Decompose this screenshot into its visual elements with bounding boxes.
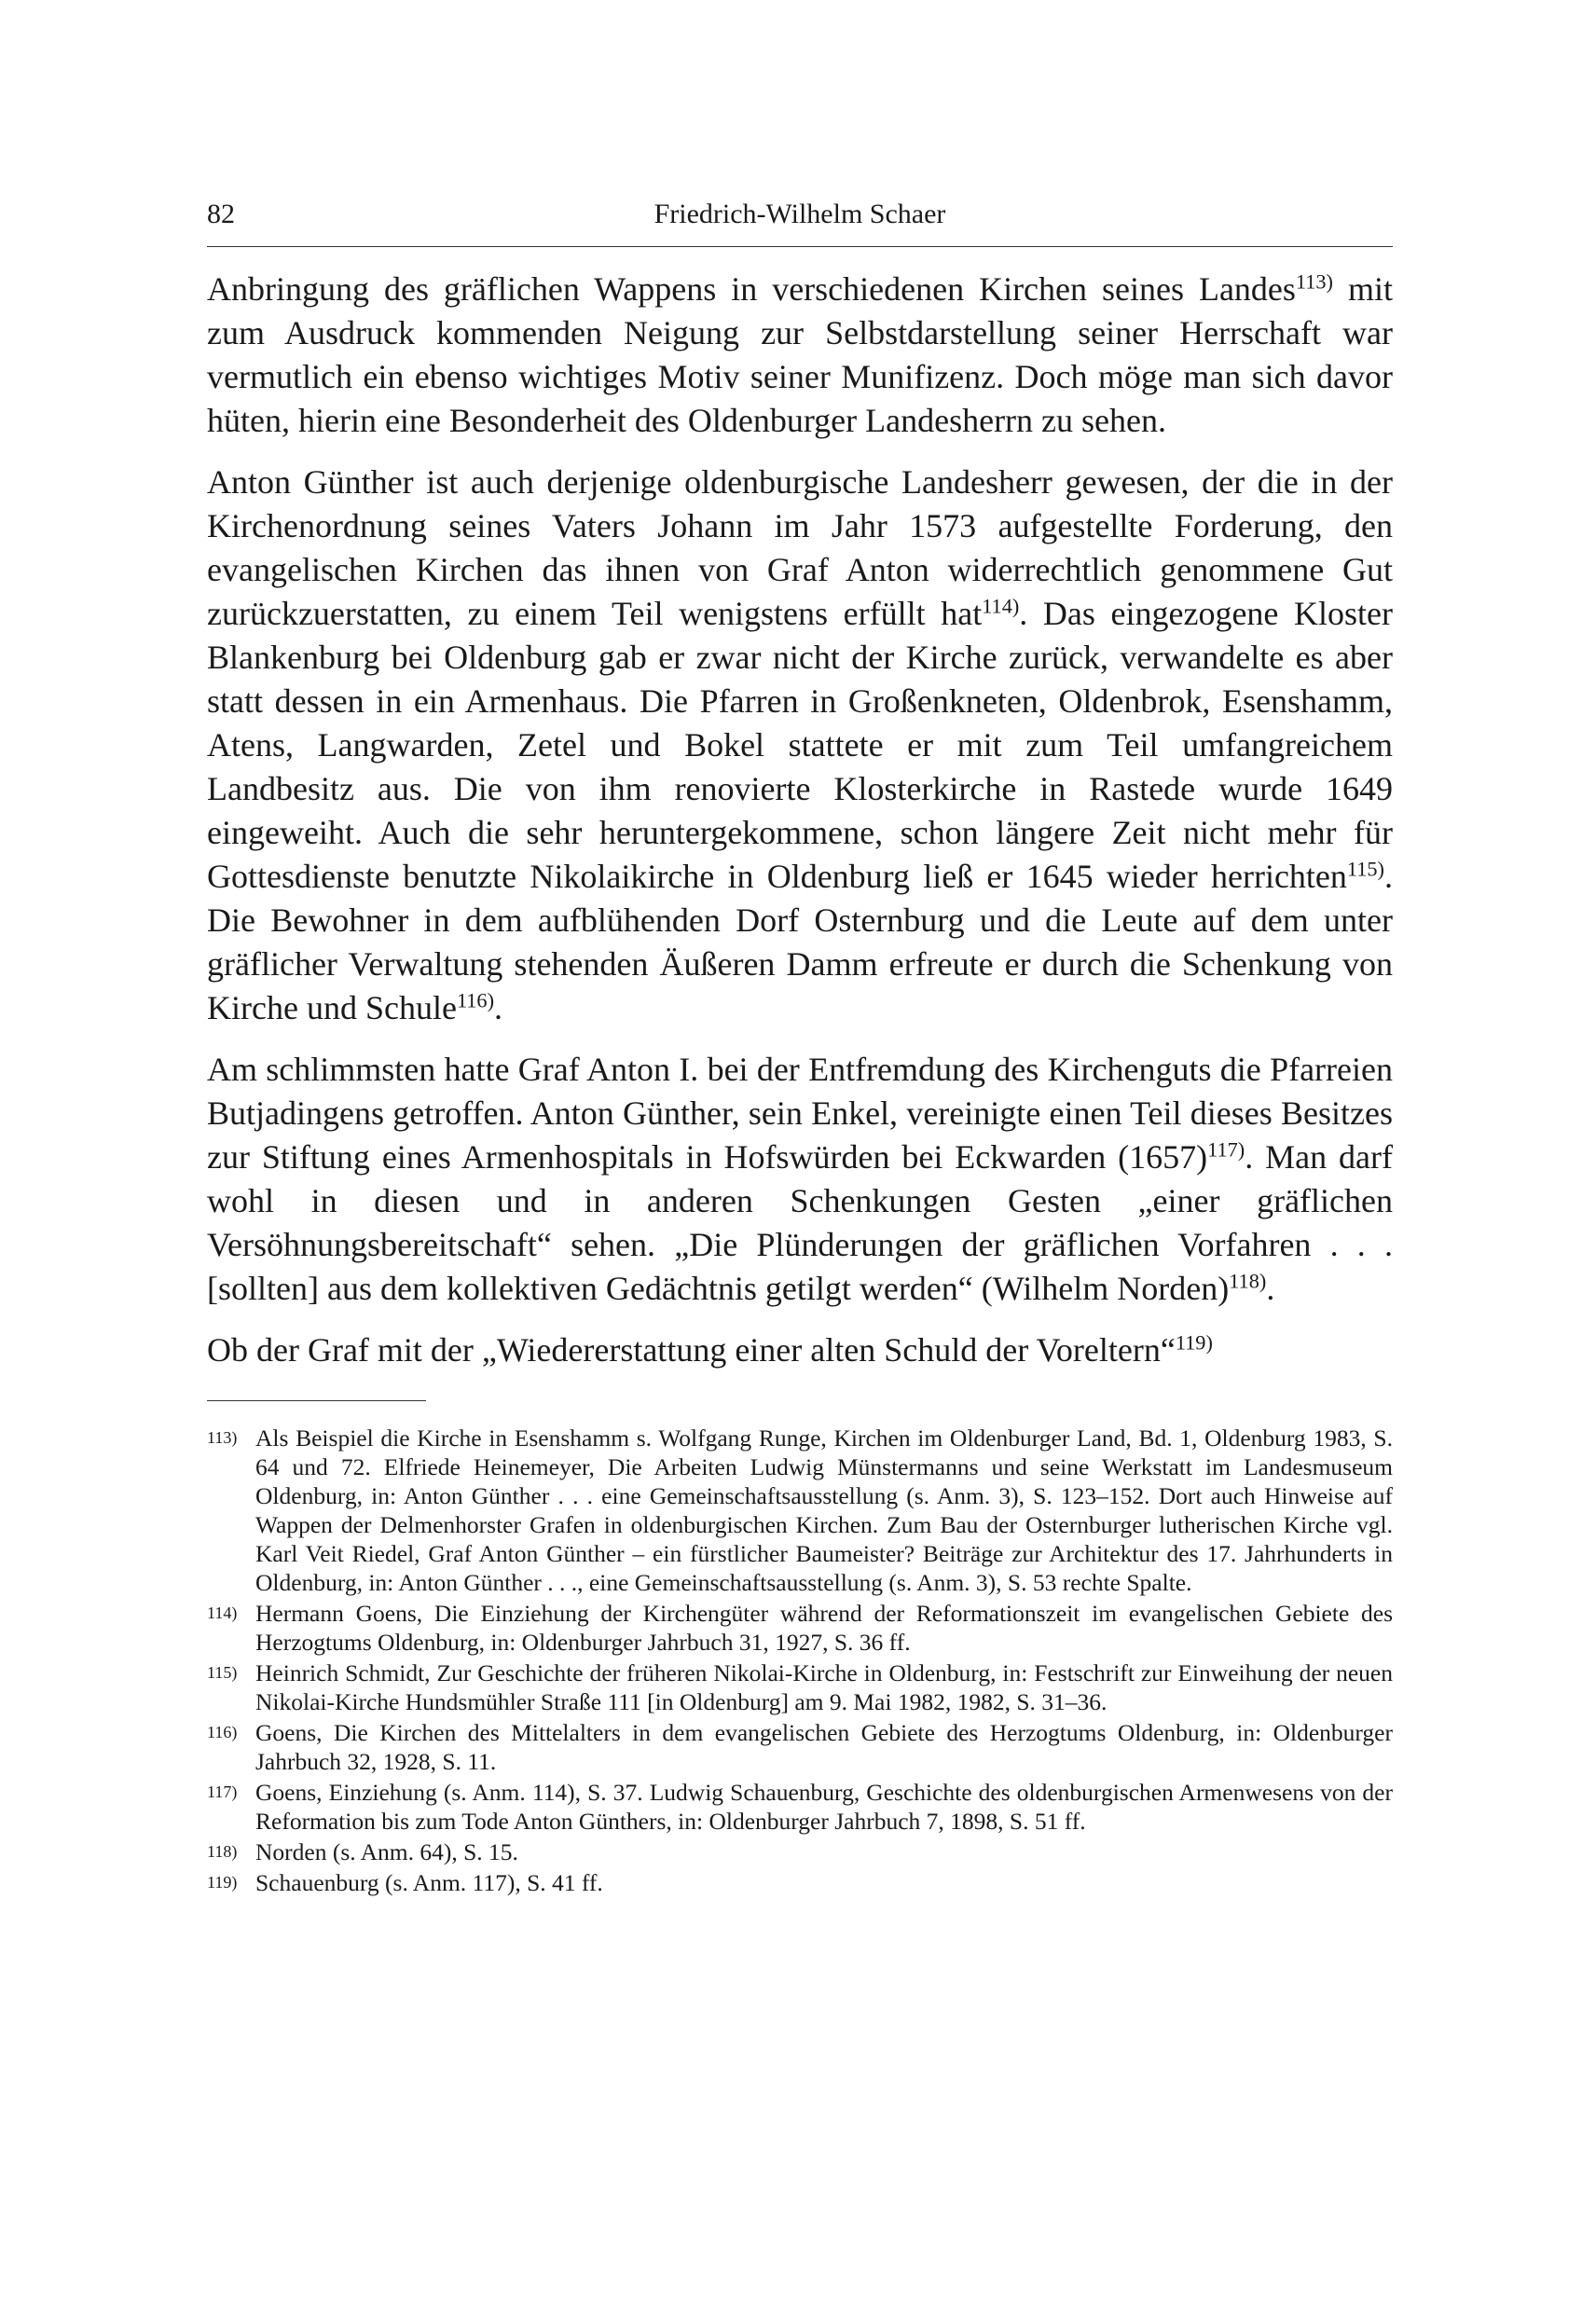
footnote-number: 116) (207, 1723, 238, 1741)
body-paragraph (207, 1328, 1393, 1372)
paragraph-text: Am schlimmsten hatte Graf Anton I. bei der Entfremdung des Kirchenguts die Pfarreien Butjadingens getroffen. Anton Günther, sein Enkel, vereinigte einen Teil dieses Besitzes zur Stiftung eines Armenhospitals in Hofswürden bei Eckwarden (1657) (207, 1051, 1393, 1176)
footnote-text: Goens, Die Kirchen des Mittelalters in dem evangelischen Gebiete des Herzogtums Oldenburg, in: Oldenburger Jahrbuch 32, 1928, S. 11. (255, 1719, 1393, 1775)
running-title: Friedrich-Wilhelm Schaer (654, 199, 946, 229)
footnote-reference: 117) (1207, 1137, 1245, 1162)
footnote-reference: 115) (1346, 857, 1384, 881)
footnote-rule (207, 1400, 426, 1401)
footnote (207, 1658, 1393, 1716)
footnote-text: Norden (s. Anm. 64), S. 15. (255, 1838, 518, 1865)
running-head (207, 186, 1393, 242)
paragraph-text: . Man darf wohl in diesen und in anderen Schenkungen Gesten „einer gräflichen Versöhnungsbereitschaft“ sehen. „Die Plünderungen der gräflichen Vorfahren . . . [sollten] aus dem kollektiven Gedächtnis getilgt werden“ (Wilhelm Norden) (207, 1138, 1393, 1307)
footnote-number: 118) (207, 1842, 238, 1861)
paragraph-text: Ob der Graf mit der „Wiedererstattung einer alten Schuld der Voreltern“ (207, 1331, 1176, 1369)
footnote (207, 1837, 1393, 1866)
footnote-text: Schauenburg (s. Anm. 117), S. 41 ff. (255, 1869, 603, 1896)
paragraph-text: . (494, 989, 503, 1026)
footnote-reference: 113) (1295, 269, 1333, 294)
footnote (207, 1778, 1393, 1836)
footnote-number: 119) (207, 1873, 238, 1892)
footnote (207, 1868, 1393, 1897)
paragraph-text: mit zum Ausdruck kommenden Neigung zur Selbstdarstellung seiner Herrschaft war vermutlich ein ebenso wichtiges Motiv seiner Munifizenz. Doch möge man sich davor hüten, hierin eine Besonderheit des Oldenburger Landesherrn zu sehen. (207, 270, 1393, 439)
paragraph-text: . (1266, 1270, 1275, 1307)
footnote-number: 114) (207, 1603, 238, 1622)
page-number: 82 (207, 199, 235, 229)
paragraph-text: . Die Bewohner in dem aufblühenden Dorf Osternburg und die Leute auf dem unter gräflicher Verwaltung stehenden Äußeren Damm erfreute er durch die Schenkung von Kirche und Schule (207, 858, 1393, 1026)
body-text (207, 268, 1393, 1372)
paragraph-text: Anton Günther ist auch derjenige oldenburgische Landesherr gewesen, der die in der Kirchenordnung seines Vaters Johann im Jahr 1573 aufgestellte Forderung, den evangelischen Kirchen das ihnen von Graf Anton widerrechtlich genommene Gut zurückzuerstatten, zu einem Teil wenigstens erfüllt hat (207, 463, 1393, 632)
footnote-text: Goens, Einziehung (s. Anm. 114), S. 37. Ludwig Schauenburg, Geschichte des oldenburgischen Armenwesens von der Reformation bis zum Tode Anton Günthers, in: Oldenburger Jahrbuch 7, 1898, S. 51 ff. (255, 1779, 1393, 1835)
footnote-number: 115) (207, 1663, 238, 1682)
footnote-text: Heinrich Schmidt, Zur Geschichte der früheren Nikolai-Kirche in Oldenburg, in: Festschrift zur Einweihung der neuen Nikolai-Kirche Hundsmühler Straße 111 [in Oldenburg] am 9. Mai 1982, 1982, S. 31–36. (255, 1659, 1393, 1715)
body-paragraph (207, 461, 1393, 1030)
header-rule (207, 246, 1393, 247)
footnote-number: 117) (207, 1782, 238, 1801)
footnote (207, 1718, 1393, 1776)
footnote-reference: 119) (1175, 1330, 1213, 1355)
paragraph-text: Anbringung des gräflichen Wappens in verschiedenen Kirchen seines Landes (207, 270, 1296, 308)
footnotes (207, 1424, 1393, 1897)
page (207, 186, 1393, 1899)
footnote-reference: 116) (456, 988, 495, 1012)
footnote-reference: 118) (1229, 1269, 1267, 1293)
body-paragraph (207, 268, 1393, 443)
footnote-text: Hermann Goens, Die Einziehung der Kirchengüter während der Reformationszeit im evangelischen Gebiete des Herzogtums Oldenburg, in: Oldenburger Jahrbuch 31, 1927, S. 36 ff. (255, 1600, 1393, 1656)
footnote-number: 113) (207, 1428, 238, 1447)
footnote-reference: 114) (982, 594, 1020, 618)
paragraph-text: . Das eingezogene Kloster Blankenburg bei Oldenburg gab er zwar nicht der Kirche zurück, verwandelte es aber statt dessen in ein Armenhaus. Die Pfarren in Großenkneten, Oldenbrok, Esenshamm, Atens, Langwarden, Zetel und Bokel stattete er mit zum Teil umfangreichem Landbesitz aus. Die von ihm renovierte Klosterkirche in Rastede wurde 1649 eingeweiht. Auch die sehr heruntergekommene, schon längere Zeit nicht mehr für Gottesdienste benutzte Nikolaikirche in Oldenburg ließ er 1645 wieder herrichten (207, 595, 1394, 895)
footnote (207, 1599, 1393, 1657)
body-paragraph (207, 1048, 1393, 1311)
footnote (207, 1424, 1393, 1597)
footnote-text: Als Beispiel die Kirche in Esenshamm s. Wolfgang Runge, Kirchen im Oldenburger Land, Bd. 1, Oldenburg 1983, S. 64 und 72. Elfriede Heinemeyer, Die Arbeiten Ludwig Münstermanns und seine Werkstatt im Landesmuseum Oldenburg, in: Anton Günther . . . eine Gemeinschaftsausstellung (s. Anm. 3), S. 123–152. Dort auch Hinweise auf Wappen der Delmenhorster Grafen in oldenburgischen Kirchen. Zum Bau der Osternburger lutherischen Kirche vgl. Karl Veit Riedel, Graf Anton Günther – ein fürstlicher Baumeister? Beiträge zur Architektur des 17. Jahrhunderts in Oldenburg, in: Anton Günther . . ., eine Gemeinschaftsausstellung (s. Anm. 3), S. 53 rechte Spalte. (255, 1424, 1393, 1596)
